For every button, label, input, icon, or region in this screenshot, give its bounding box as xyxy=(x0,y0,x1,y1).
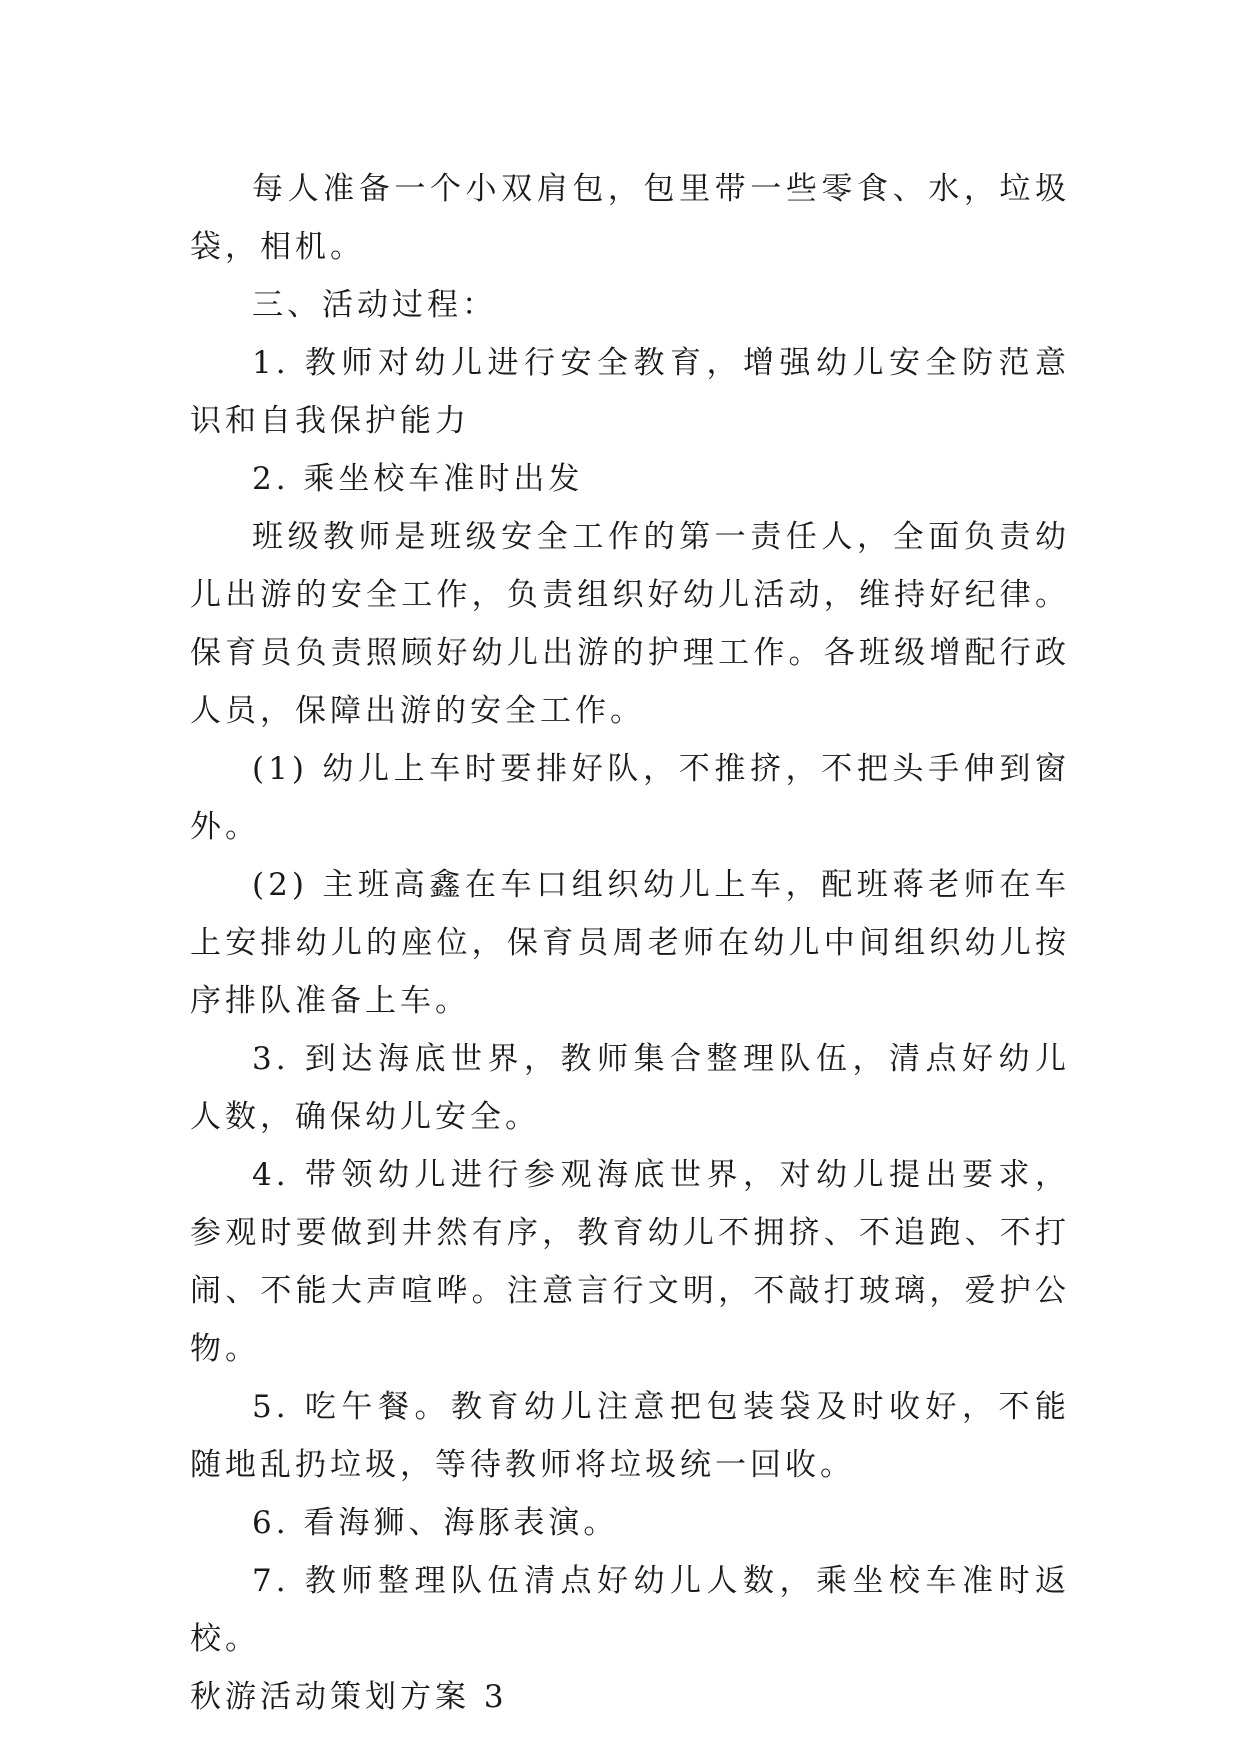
paragraph-substep-2: (2) 主班高鑫在车口组织幼儿上车，配班蒋老师在车上安排幼儿的座位，保育员周老师在幼儿中间组织幼儿按序排队准备上车。 xyxy=(190,867,1070,1019)
paragraph-step-1: 1. 教师对幼儿进行安全教育，增强幼儿安全防范意识和自我保护能力 xyxy=(190,345,1070,439)
paragraph-step-4: 4. 带领幼儿进行参观海底世界，对幼儿提出要求，参观时要做到井然有序，教育幼儿不拥挤、不追跑、不打闹、不能大声喧哗。注意言行文明，不敲打玻璃，爱护公物。 xyxy=(190,1157,1070,1367)
document-body xyxy=(190,160,1070,1726)
paragraph-step-2: 2. 乘坐校车准时出发 xyxy=(252,461,584,497)
section-heading: 秋游活动策划方案 3 xyxy=(190,1679,508,1715)
paragraph-responsibility: 班级教师是班级安全工作的第一责任人，全面负责幼儿出游的安全工作，负责组织好幼儿活动，维持好纪律。保育员负责照顾好幼儿出游的护理工作。各班级增配行政人员，保障出游的安全工作。 xyxy=(190,519,1070,729)
paragraph-section-three-title: 三、活动过程： xyxy=(252,287,497,323)
paragraph-step-5: 5. 吃午餐。教育幼儿注意把包装袋及时收好，不能随地乱扔垃圾，等待教师将垃圾统一回收。 xyxy=(190,1389,1070,1483)
paragraph-step-3: 3. 到达海底世界，教师集合整理队伍，清点好幼儿人数，确保幼儿安全。 xyxy=(190,1041,1070,1135)
paragraph-step-6: 6. 看海狮、海豚表演。 xyxy=(252,1505,619,1541)
paragraph-step-7: 7. 教师整理队伍清点好幼儿人数，乘坐校车准时返校。 xyxy=(190,1563,1070,1657)
paragraph-supplies: 每人准备一个小双肩包，包里带一些零食、水，垃圾袋，相机。 xyxy=(190,171,1070,265)
paragraph-substep-1: (1) 幼儿上车时要排好队，不推挤，不把头手伸到窗外。 xyxy=(190,751,1070,845)
